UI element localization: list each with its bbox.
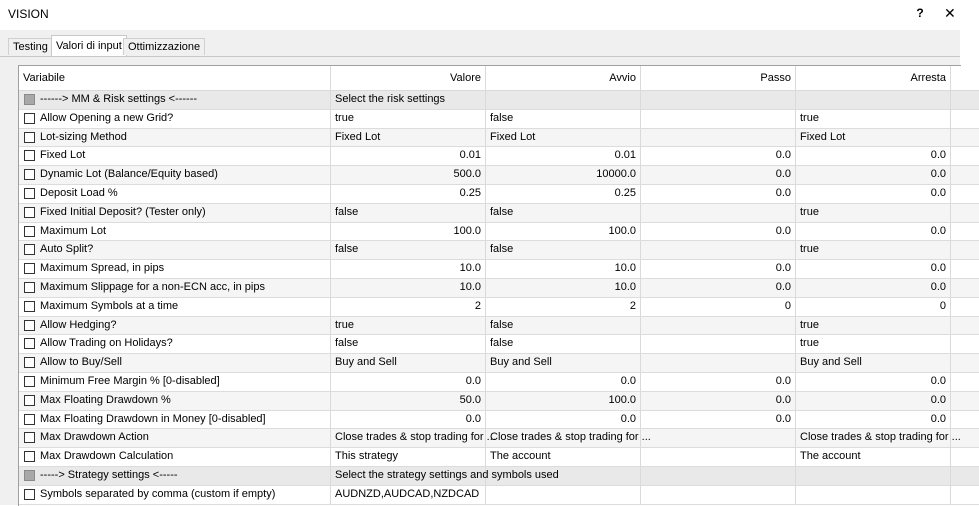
arresta-cell[interactable]: 0.0 (796, 279, 951, 297)
parameter-row[interactable] (19, 241, 979, 260)
passo-cell[interactable] (641, 91, 796, 109)
avvio-cell[interactable]: 10.0 (486, 260, 641, 278)
optimize-checkbox[interactable] (24, 207, 35, 218)
valore-cell[interactable]: true (331, 317, 486, 335)
optimize-checkbox[interactable] (24, 376, 35, 387)
avvio-cell[interactable]: 100.0 (486, 392, 641, 410)
passo-cell[interactable]: 0.0 (641, 411, 796, 429)
optimize-checkbox[interactable] (24, 94, 35, 105)
optimize-checkbox[interactable] (24, 169, 35, 180)
optimize-checkbox[interactable] (24, 150, 35, 161)
valore-cell[interactable]: false (331, 335, 486, 353)
passo-cell[interactable]: 0.0 (641, 223, 796, 241)
avvio-cell[interactable]: false (486, 241, 641, 259)
parameter-row[interactable] (19, 279, 979, 298)
group-row[interactable] (19, 467, 979, 486)
passo-cell[interactable] (641, 241, 796, 259)
tab-bar (0, 30, 960, 57)
variable-label: Lot-sizing Method (40, 130, 127, 143)
arresta-cell[interactable]: Fixed Lot (796, 129, 951, 147)
variable-label: -----> Strategy settings <----- (40, 469, 178, 481)
parameter-row[interactable] (19, 411, 979, 430)
passo-cell[interactable] (641, 129, 796, 147)
avvio-cell[interactable]: Fixed Lot (486, 129, 641, 147)
passo-cell[interactable] (641, 429, 796, 447)
valore-cell[interactable]: 50.0 (331, 392, 486, 410)
arresta-cell[interactable]: 0.0 (796, 185, 951, 203)
arresta-cell[interactable]: 0.0 (796, 411, 951, 429)
optimize-checkbox[interactable] (24, 470, 35, 481)
passo-cell[interactable] (641, 354, 796, 372)
arresta-cell[interactable]: true (796, 241, 951, 259)
variable-cell (19, 110, 331, 128)
valore-cell[interactable]: 100.0 (331, 223, 486, 241)
variable-label: Maximum Lot (40, 224, 107, 237)
variable-label: Symbols separated by comma (custom if empty) (40, 487, 276, 500)
parameter-row[interactable] (19, 317, 979, 336)
variable-cell (19, 392, 331, 410)
passo-cell[interactable] (641, 486, 796, 504)
avvio-cell[interactable] (486, 486, 641, 504)
variable-cell (19, 185, 331, 203)
arresta-cell[interactable]: true (796, 204, 951, 222)
arresta-cell[interactable] (796, 467, 951, 485)
parameter-row[interactable] (19, 110, 979, 129)
optimize-checkbox[interactable] (24, 301, 35, 312)
optimize-checkbox[interactable] (24, 282, 35, 293)
title-bar (0, 0, 960, 30)
variable-label: Allow to Buy/Sell (40, 356, 122, 369)
parameter-row[interactable] (19, 373, 979, 392)
optimize-checkbox[interactable] (24, 132, 35, 143)
variable-cell (19, 411, 331, 429)
variable-label: Max Floating Drawdown % (40, 393, 171, 406)
avvio-cell[interactable]: 10000.0 (486, 166, 641, 184)
arresta-cell[interactable]: Close trades & stop trading for ... (796, 429, 951, 447)
inputs-grid (18, 65, 961, 506)
passo-cell[interactable] (641, 110, 796, 128)
variable-cell (19, 129, 331, 147)
optimize-checkbox[interactable] (24, 113, 35, 124)
valore-cell[interactable]: 10.0 (331, 279, 486, 297)
variable-cell (19, 91, 331, 109)
parameter-row[interactable] (19, 260, 979, 279)
passo-cell[interactable]: 0 (641, 298, 796, 316)
arresta-cell[interactable] (796, 486, 951, 504)
variable-cell (19, 147, 331, 165)
parameter-row[interactable] (19, 298, 979, 317)
avvio-cell[interactable]: 10.0 (486, 279, 641, 297)
valore-cell[interactable]: This strategy (331, 448, 486, 466)
parameter-row[interactable] (19, 335, 979, 354)
variable-label: Fixed Lot (40, 149, 86, 162)
avvio-cell[interactable]: The account (486, 448, 641, 466)
column-header-avvio[interactable]: Avvio (486, 66, 641, 90)
valore-cell[interactable]: 10.0 (331, 260, 486, 278)
group-row[interactable] (19, 91, 979, 110)
parameter-row[interactable] (19, 429, 979, 448)
arresta-cell[interactable]: 0.0 (796, 166, 951, 184)
variable-cell (19, 279, 331, 297)
passo-cell[interactable]: 0.0 (641, 147, 796, 165)
passo-cell[interactable]: 0.0 (641, 260, 796, 278)
passo-cell[interactable] (641, 335, 796, 353)
optimize-checkbox[interactable] (24, 338, 35, 349)
parameter-row[interactable] (19, 486, 979, 505)
avvio-cell[interactable]: false (486, 110, 641, 128)
variable-cell (19, 467, 331, 485)
valore-cell[interactable]: Close trades & stop trading for ... (331, 429, 486, 447)
optimize-checkbox[interactable] (24, 451, 35, 462)
window-title: VISION (8, 7, 49, 21)
variable-cell (19, 298, 331, 316)
arresta-cell[interactable]: 0.0 (796, 223, 951, 241)
valore-cell[interactable]: 0.0 (331, 411, 486, 429)
tab-valori-di-input[interactable]: Valori di input (51, 35, 127, 57)
optimize-checkbox[interactable] (24, 414, 35, 425)
variable-label: Fixed Initial Deposit? (Tester only) (40, 205, 206, 218)
valore-cell[interactable]: 0.0 (331, 373, 486, 391)
optimize-checkbox[interactable] (24, 188, 35, 199)
arresta-cell[interactable]: 0.0 (796, 260, 951, 278)
column-header-variabile[interactable]: Variabile (19, 66, 331, 90)
parameter-row[interactable] (19, 129, 979, 148)
arresta-cell[interactable]: true (796, 335, 951, 353)
parameter-row[interactable] (19, 166, 979, 185)
parameter-row[interactable] (19, 185, 979, 204)
avvio-cell[interactable]: 0.25 (486, 185, 641, 203)
passo-cell[interactable]: 0.0 (641, 185, 796, 203)
optimize-checkbox[interactable] (24, 226, 35, 237)
avvio-cell[interactable]: 100.0 (486, 223, 641, 241)
arresta-cell[interactable]: 0 (796, 298, 951, 316)
variable-label: Dynamic Lot (Balance/Equity based) (40, 168, 218, 181)
variable-label: Allow Hedging? (40, 318, 117, 331)
variable-label: Maximum Symbols at a time (40, 299, 179, 312)
valore-cell[interactable]: false (331, 204, 486, 222)
variable-label: Deposit Load % (40, 187, 118, 199)
variable-cell (19, 354, 331, 372)
variable-cell (19, 373, 331, 391)
avvio-cell[interactable]: 2 (486, 298, 641, 316)
passo-cell[interactable] (641, 448, 796, 466)
avvio-cell[interactable]: 0.0 (486, 411, 641, 429)
optimize-checkbox[interactable] (24, 489, 35, 500)
variable-cell (19, 317, 331, 335)
valore-cell[interactable]: Fixed Lot (331, 129, 486, 147)
column-header-arresta[interactable]: Arresta (796, 66, 951, 90)
variable-cell (19, 429, 331, 447)
passo-cell[interactable] (641, 317, 796, 335)
valore-cell[interactable]: 2 (331, 298, 486, 316)
variable-cell (19, 486, 331, 504)
parameter-row[interactable] (19, 448, 979, 467)
optimize-checkbox[interactable] (24, 432, 35, 443)
variable-label: Allow Trading on Holidays? (40, 337, 173, 350)
passo-cell[interactable]: 0.0 (641, 279, 796, 297)
avvio-cell[interactable]: false (486, 204, 641, 222)
avvio-cell[interactable] (486, 91, 641, 109)
valore-cell[interactable]: AUDNZD,AUDCAD,NZDCAD (331, 486, 486, 504)
variable-cell (19, 448, 331, 466)
valore-cell[interactable]: Buy and Sell (331, 354, 486, 372)
variable-label: ------> MM & Risk settings <------ (40, 93, 198, 105)
arresta-cell[interactable]: 0.0 (796, 147, 951, 165)
passo-cell[interactable]: 0.0 (641, 392, 796, 410)
passo-cell[interactable] (641, 467, 796, 485)
optimize-checkbox[interactable] (24, 395, 35, 406)
valore-cell[interactable]: 0.25 (331, 185, 486, 203)
variable-cell (19, 260, 331, 278)
valore-cell[interactable]: Select the risk settings (331, 91, 486, 109)
column-header-passo[interactable]: Passo (641, 66, 796, 90)
help-button[interactable]: ? (916, 6, 924, 20)
arresta-cell[interactable]: Buy and Sell (796, 354, 951, 372)
variable-label: Maximum Spread, in pips (40, 262, 165, 275)
avvio-cell[interactable]: Close trades & stop trading for ... (486, 429, 641, 447)
parameter-row[interactable] (19, 223, 979, 242)
arresta-cell[interactable] (796, 91, 951, 109)
arresta-cell[interactable]: The account (796, 448, 951, 466)
variable-cell (19, 241, 331, 259)
avvio-cell[interactable] (486, 467, 641, 485)
tab-panel (0, 56, 960, 505)
parameter-row[interactable] (19, 147, 979, 166)
variable-label: Max Drawdown Action (40, 431, 149, 444)
grid-header (19, 66, 979, 91)
variable-cell (19, 223, 331, 241)
variable-cell (19, 335, 331, 353)
parameter-row[interactable] (19, 204, 979, 223)
variable-label: Maximum Slippage for a non-ECN acc, in pips (40, 281, 265, 293)
close-button[interactable]: ✕ (944, 5, 956, 21)
parameter-row[interactable] (19, 354, 979, 373)
parameter-row[interactable] (19, 392, 979, 411)
avvio-cell[interactable]: Buy and Sell (486, 354, 641, 372)
variable-cell (19, 166, 331, 184)
valore-cell[interactable]: Select the strategy settings and symbols used (331, 467, 486, 485)
avvio-cell[interactable]: false (486, 317, 641, 335)
optimize-checkbox[interactable] (24, 263, 35, 274)
arresta-cell[interactable]: 0.0 (796, 373, 951, 391)
passo-cell[interactable]: 0.0 (641, 373, 796, 391)
optimize-checkbox[interactable] (24, 357, 35, 368)
variable-label: Allow Opening a new Grid? (40, 111, 174, 124)
tab-testing[interactable]: Testing (8, 38, 53, 55)
valore-cell[interactable]: true (331, 110, 486, 128)
arresta-cell[interactable]: 0.0 (796, 392, 951, 410)
avvio-cell[interactable]: 0.01 (486, 147, 641, 165)
variable-label: Max Floating Drawdown in Money [0-disabled] (40, 412, 266, 425)
arresta-cell[interactable]: true (796, 317, 951, 335)
variable-label: Auto Split? (40, 243, 94, 256)
optimize-checkbox[interactable] (24, 244, 35, 255)
valore-cell[interactable]: 500.0 (331, 166, 486, 184)
valore-cell[interactable]: 0.01 (331, 147, 486, 165)
avvio-cell[interactable]: false (486, 335, 641, 353)
variable-label: Minimum Free Margin % [0-disabled] (40, 375, 220, 387)
variable-label: Max Drawdown Calculation (40, 450, 174, 463)
passo-cell[interactable]: 0.0 (641, 166, 796, 184)
optimize-checkbox[interactable] (24, 320, 35, 331)
passo-cell[interactable] (641, 204, 796, 222)
arresta-cell[interactable]: true (796, 110, 951, 128)
variable-cell (19, 204, 331, 222)
column-header-valore[interactable]: Valore (331, 66, 486, 90)
valore-cell[interactable]: false (331, 241, 486, 259)
tab-ottimizzazione[interactable]: Ottimizzazione (123, 38, 205, 55)
avvio-cell[interactable]: 0.0 (486, 373, 641, 391)
